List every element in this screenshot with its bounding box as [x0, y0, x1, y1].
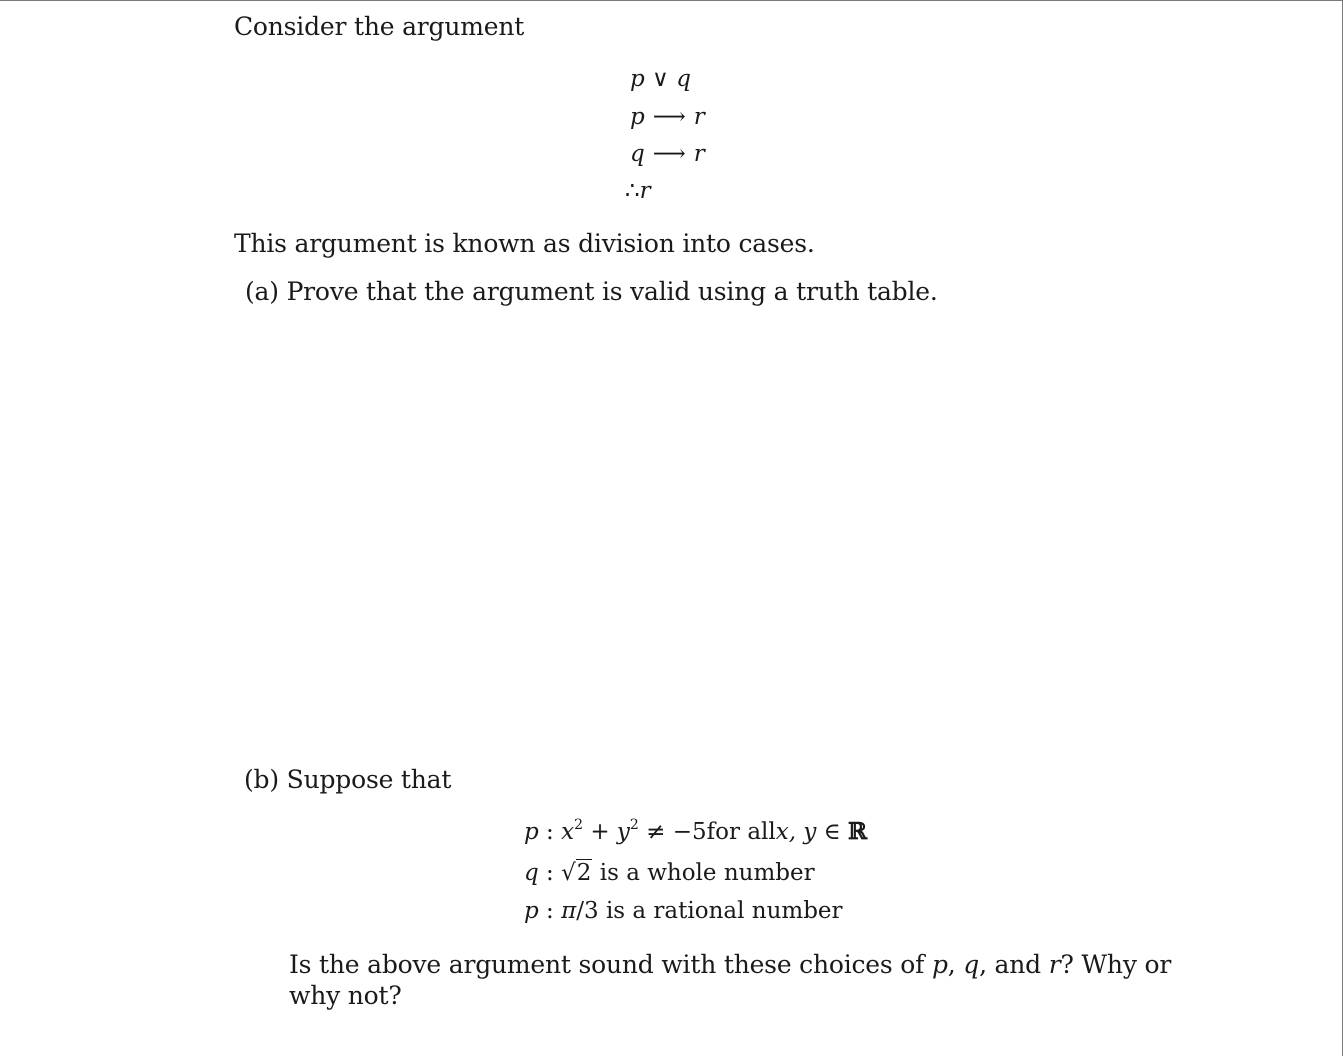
var-q: q [963, 950, 980, 979]
intro-text: Consider the argument [234, 12, 525, 41]
var-r: r [693, 141, 705, 167]
question-text: Is the above argument sound with these choices of [289, 950, 925, 979]
colon: : [546, 860, 554, 886]
conclusion [625, 178, 651, 204]
question-line-1 [289, 950, 1171, 979]
colon: : [546, 898, 554, 924]
var-x: x [561, 819, 575, 845]
part-b-text: Suppose that [286, 765, 452, 794]
plus-symbol: + [590, 819, 610, 845]
part-b [244, 765, 451, 794]
question-text-end: ? Why or [1060, 950, 1172, 979]
var-p: p [630, 66, 645, 92]
var-r: r [693, 104, 705, 130]
top-border [0, 0, 1343, 1]
var-q: q [630, 141, 645, 167]
question-line-2: why not? [289, 981, 402, 1010]
def-var: p [524, 819, 539, 845]
var-p: p [931, 950, 948, 979]
rhs-text: −5for all [672, 819, 776, 845]
premise-q-implies-r [630, 141, 705, 167]
var-r: r [1048, 950, 1061, 979]
part-b-label: (b) [244, 765, 279, 794]
not-equal-symbol: ≠ [646, 819, 666, 845]
description-text: This argument is known as division into cases. [234, 229, 815, 258]
or-symbol: ∨ [652, 66, 669, 92]
sqrt-2 [561, 860, 592, 886]
var-p: p [630, 104, 645, 130]
premise-p-or-q [630, 66, 691, 92]
and-text: , and [979, 950, 1041, 979]
pi-symbol: π [561, 898, 577, 924]
definition-p [524, 817, 867, 845]
exponent: 2 [629, 817, 639, 833]
exponent: 2 [574, 817, 584, 833]
reals-symbol: ℝ [848, 818, 868, 845]
implies-arrow: ⟶ [652, 104, 686, 130]
sqrt-symbol: √ [561, 860, 576, 886]
def-text: is a whole number [599, 860, 815, 886]
fraction: /3 [576, 898, 599, 924]
var-q: q [676, 66, 691, 92]
definition-q [524, 860, 815, 886]
element-of-symbol: ∈ [823, 819, 841, 845]
part-a-text: Prove that the argument is valid using a truth table. [286, 277, 938, 306]
radicand: 2 [576, 860, 592, 886]
implies-arrow: ⟶ [652, 141, 686, 167]
var-y: y [616, 819, 630, 845]
colon: : [546, 819, 554, 845]
var-r: r [639, 178, 651, 204]
definition-r [524, 898, 843, 924]
comma: , [947, 950, 956, 979]
part-a-label: (a) [245, 277, 279, 306]
def-text: is a rational number [605, 898, 843, 924]
vars-xy: x, y [775, 819, 817, 845]
def-var: p [524, 898, 539, 924]
part-a [245, 277, 938, 306]
def-var: q [524, 860, 539, 886]
premise-p-implies-r [630, 104, 705, 130]
therefore-symbol: ∴ [625, 178, 640, 204]
